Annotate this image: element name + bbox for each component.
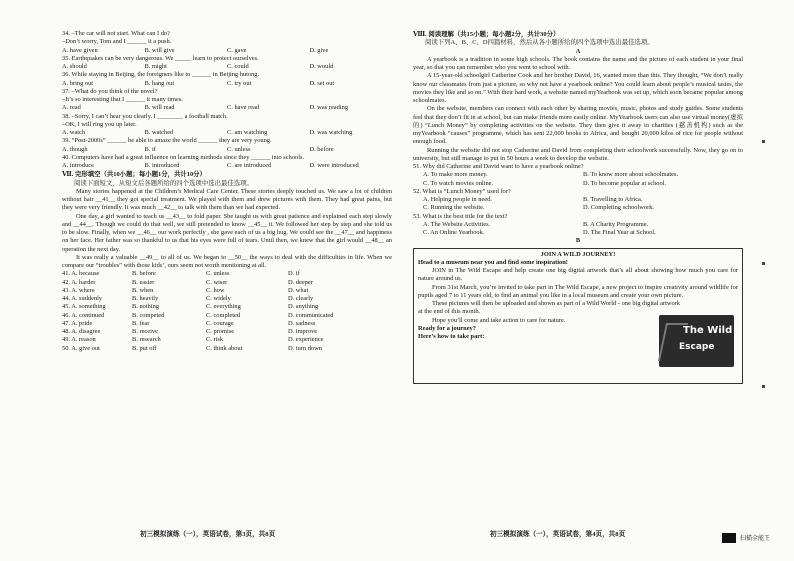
option-c: C. To watch movies online. — [423, 179, 494, 187]
option-b: B. watched — [144, 129, 174, 136]
choice-47-a: 47. A. pride — [62, 319, 93, 327]
question-stem: 34. –The car will not start. What can I do? — [62, 30, 170, 37]
option-a: A. introduce — [62, 162, 94, 169]
option-c: C. Running the website. — [423, 204, 485, 212]
section-8-title: Ⅷ. 阅读理解（共15小题；每小题2分，共计30分） — [413, 31, 560, 38]
option-b: B. might — [144, 63, 167, 70]
choice-45-c: C. everything — [206, 303, 241, 311]
question-36 — [62, 71, 392, 88]
question-34 — [62, 30, 392, 55]
question-51 — [413, 163, 743, 188]
option-a: A. have given — [62, 46, 98, 54]
options — [413, 229, 743, 237]
cloze-paragraph-1: Many stories happened at the Children’s Medical Care Center. These stories deeply touched us. We saw a lot of children without hair __41__ they got special treatment. We played with them and drew pictures with them. They had great pains, but they were very friendly. It was much __42__ to talk with them than we had expected. — [62, 187, 392, 212]
choice-42-d: D. deeper — [288, 278, 313, 286]
options — [62, 162, 392, 170]
option-b: B. To know more about schoolmates. — [583, 171, 679, 179]
choice-47-c: C. courage — [206, 319, 234, 327]
question-stem: 37. –What do you think of the novel? — [62, 87, 158, 95]
reading-a-paragraph-1: A yearbook is a tradition in some high schools. The book contains the name and the picture of each student in your final year, so that you can remember who you went to school with. — [413, 55, 743, 71]
margin-mark — [762, 262, 765, 265]
options — [62, 129, 392, 137]
options — [62, 47, 392, 55]
advert-paragraph-4: Hope you’ll come and take action to care for nature. — [432, 316, 566, 324]
question-stem-2: –Don’t worry, Tom and I ______ it a push. — [62, 38, 172, 46]
option-b: B. A Charity Programme. — [583, 220, 649, 228]
options — [413, 171, 743, 179]
options — [62, 80, 392, 88]
choice-46-b: B. competed — [132, 311, 165, 319]
question-stem-2: –It’s so interesting that I ______ it many times. — [62, 96, 183, 103]
section-8-instruction: 阅读下列A、B、C、D四篇材料，然后从各小题所给的四个选项中选出最佳选项。 — [425, 39, 654, 47]
choice-49-a: 49. A. reason — [62, 336, 96, 344]
question-stem: 53. What is the best title for the text? — [413, 212, 508, 220]
choice-45-b: B. nothing — [132, 303, 159, 311]
logo-text-2: Escape — [679, 341, 715, 352]
choice-48-a: 48. A. disagree — [62, 328, 101, 335]
choice-49-b: B. research — [132, 336, 161, 344]
question-52 — [413, 188, 743, 213]
cloze-paragraph-2: One day, a girl wanted to teach us __43__ to fold paper. She taught us with great patience and explained each step slowly and __44__. Though we could do that well, we still pretended to know __45__ it. We followed her step by step and she told us to be slow. Finally, when we __46__ our work perfectly , she gave each of us a big hug. We could see the __47__ and happiness on her face. Her father was so thankful to us that his eyes were full of tears. Until then, we knew that the girl would __48__ an operation the next day. — [62, 212, 392, 253]
cloze-choices — [62, 270, 392, 353]
option-a: A. To make more money. — [423, 171, 488, 179]
option-d: D. set out — [309, 79, 335, 87]
option-d: D. To become popular at school. — [583, 179, 667, 187]
choice-42-a: 42. A. harder — [62, 278, 96, 286]
left-page — [62, 30, 392, 353]
question-stem: 39. “Post-2000s” ______ be able to amaze the world ______ they are very young. — [62, 137, 272, 145]
choice-43-b: B. when — [132, 286, 154, 294]
cloze-paragraph-3: It was really a valuable __49__ to all of us. We began to __50__ the ways to deal with the difficulties in life. When we compare our “troubles” with those kids’, ours seem not worth mentioning at all. — [62, 253, 392, 269]
option-d: D. before — [309, 145, 334, 153]
question-stem-2: –OK, I will ring you up later. — [62, 120, 137, 128]
choice-50-a: 50. A. give out — [62, 344, 100, 352]
part-a-label: A — [575, 47, 581, 55]
choice-42-b: B. easier — [132, 278, 155, 286]
option-a: A. Helping people in need. — [423, 196, 492, 203]
option-d: D. was watching — [309, 129, 353, 136]
option-d: D. Completing schoolwork. — [583, 204, 655, 212]
choice-45-a: 45. A. something — [62, 303, 106, 311]
choice-43-a: 43. A. where — [62, 286, 95, 294]
question-stem: 36. While staying in Beijing, the foreigners like to ______ in Beijing hutong. — [62, 71, 260, 79]
choice-47-b: B. fear — [132, 319, 150, 327]
option-a: A. read — [62, 104, 81, 112]
options — [62, 146, 392, 154]
page-footer-left: 初三模拟演练（一），英语试卷，第3页，共8页 — [140, 531, 276, 538]
option-d: D. The Final Year at School. — [583, 229, 656, 236]
question-stem: 52. What is “Lunch Money” used for? — [413, 187, 511, 195]
question-38 — [62, 113, 392, 138]
page-footer-right: 初三模拟演练（一），英语试卷，第4页，共8页 — [490, 531, 626, 538]
choice-48-c: C. promise — [206, 328, 235, 335]
choice-43-c: C. how — [206, 286, 225, 294]
choice-41-b: B. before — [132, 270, 156, 278]
option-c: C. am watching — [227, 129, 268, 136]
option-b: B. will read — [144, 104, 175, 112]
margin-mark — [762, 140, 765, 143]
question-53 — [413, 213, 743, 238]
advert-headline: Head to a museum near you and find some inspiration! — [418, 258, 568, 266]
option-b: B. hang out — [144, 79, 175, 87]
advert-box — [413, 248, 743, 384]
choice-43-d: D. what — [288, 286, 309, 294]
choice-46-c: C. completed — [206, 311, 241, 319]
option-c: C. gave — [227, 46, 247, 54]
option-b: B. will give — [144, 46, 175, 54]
option-b: B. Travelling to Africa. — [583, 196, 643, 203]
choice-46-a: 46. A. continued — [62, 311, 105, 319]
option-b: B. if — [144, 145, 156, 153]
advert-paragraph-3: These pictures will then be uploaded and shown as part of a Wild World - one big digital artwork at the end of this month. — [418, 300, 680, 316]
question-stem: 51. Why did Catherine and David want to have a yearbook online? — [413, 163, 584, 170]
option-c: C. could — [227, 63, 249, 70]
reading-a-paragraph-3: On the website, members can connect with each other by sharing movies, music, photos and study guides. Some students feel that they don’t fit in at school, but can make friends more easily online. MyYearbook users can also use virtual money(虚拟的) “Lunch Money” by completing activities on the website. They then give it away to charities (慈善机构) such as the myYearbook “causes” programme, which has sent 22,000 books to Africa, and bought 20,000 kilos of rice for people without enough food. — [413, 105, 743, 146]
part-b-label: B — [575, 237, 581, 245]
advert-title: JOIN A WILD JOURNEY! — [540, 250, 616, 258]
qr-code-icon — [722, 533, 736, 543]
option-a: A. bring out — [62, 79, 94, 87]
advert-how: Here’s how to take part: — [418, 333, 485, 340]
logo-text-1: The Wild — [683, 324, 733, 336]
advert-paragraph-2: From 31st March, you’re invited to take part in The Wild Escape, a new project to inspire creativity around wildlife for pupils aged 7 to 11 years old, to find an animal you like in a local museum and create your own picture. — [418, 283, 738, 299]
choice-48-b: B. receive — [132, 328, 158, 335]
choice-44-b: B. heavily — [132, 295, 159, 302]
reading-a-paragraph-2: A 15-year-old schoolgirl Catherine Cook and her brother David, 16, wanted more than this. They thought, “We don’t really know our classmates from just a picture, so why not have a yearbook online? You could learn about people’s musical tastes, the movies they like and so on.” With their hard work, a website named myYearbook was set up, which soon became popular among schoolmates. — [413, 72, 743, 104]
choice-45-d: D. anything — [288, 303, 319, 311]
option-c: C. An Online Yearbook. — [423, 229, 485, 236]
choice-41-a: 41. A. because — [62, 270, 100, 278]
question-35 — [62, 55, 392, 72]
margin-mark — [762, 385, 765, 388]
choice-41-d: D. if — [288, 270, 300, 278]
wild-escape-logo — [659, 315, 734, 367]
option-c: C. are introduced — [227, 162, 272, 169]
option-a: A. watch — [62, 129, 86, 136]
option-c: C. try out — [227, 79, 252, 87]
option-d: D. would — [309, 63, 334, 70]
question-stem: 38. –Sorry, I can’t hear you clearly. I ________ a football match. — [62, 112, 228, 120]
reading-a-paragraph-4: Running the website did not stop Catherine and David from completing their schoolwork successfully. Now, they go on to university, but still manage to put in 50 hours a week to develop the website. — [413, 146, 743, 162]
options — [413, 221, 743, 229]
choice-50-b: B. put off — [132, 344, 157, 352]
option-b: B. introduced — [144, 162, 180, 169]
choice-44-a: 44. A. suddenly — [62, 295, 103, 302]
choice-48-d: D. improve — [288, 328, 318, 335]
option-a: A. The Website Activities. — [423, 220, 491, 228]
choice-41-c: C. unless — [206, 270, 230, 278]
choice-50-c: C. think about — [206, 344, 243, 352]
choice-50-d: D. turn down — [288, 344, 322, 352]
options — [413, 196, 743, 204]
option-d: D. give — [309, 46, 329, 54]
question-stem: 35. Earthquakes can be very dangerous. We _____ learn to protect ourselves. — [62, 54, 259, 62]
question-stem: 40. Computers have had a great influence on learning methods since they ______ into schools. — [62, 153, 305, 161]
question-37 — [62, 88, 392, 113]
question-40 — [62, 154, 392, 171]
choice-47-d: D. sadness — [288, 319, 316, 327]
choice-49-d: D. experience — [288, 336, 324, 344]
section-7-instruction: 阅读下面短文，从短文后各题所给的四个选项中选出最佳选项。 — [74, 179, 253, 187]
options — [62, 63, 392, 71]
option-c: C. unless — [227, 145, 251, 153]
options — [62, 104, 392, 112]
option-a: A. though — [62, 145, 88, 153]
choice-44-c: C. widely — [206, 295, 231, 302]
scanner-brand: 扫描全能王 — [740, 535, 771, 542]
choice-46-d: D. communicated — [288, 311, 334, 319]
right-page — [413, 30, 743, 384]
advert-paragraph-1: JOIN in The Wild Escape and help create one big digital artwork that’s all about showing how much you care for nature around us. — [418, 267, 738, 283]
choice-42-c: C. wiser — [206, 278, 228, 286]
options — [413, 180, 743, 188]
option-a: A. should — [62, 63, 87, 70]
advert-ready: Ready for a journey? — [418, 324, 476, 332]
question-39 — [62, 137, 392, 154]
options — [413, 204, 743, 212]
section-7-title: Ⅶ. 完形填空（共10小题；每小题1分，共计10分） — [62, 171, 206, 179]
choice-44-d: D. clearly — [288, 295, 314, 302]
option-d: D. were introduced — [309, 162, 359, 169]
choice-49-c: C. risk — [206, 336, 224, 344]
option-d: D. was reading — [309, 104, 349, 112]
option-c: C. have read — [227, 104, 260, 112]
